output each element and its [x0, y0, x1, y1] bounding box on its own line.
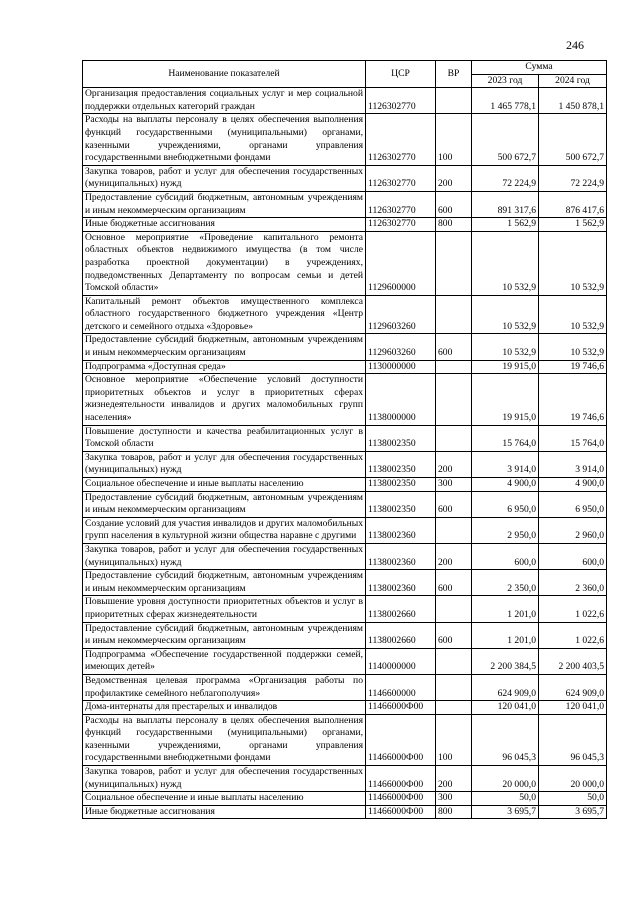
row-csr: 1138002350: [366, 425, 436, 451]
row-name: Закупка товаров, работ и услуг для обеспечения государственных (муниципальных) нужд: [83, 165, 366, 191]
row-csr: 1138002350: [366, 451, 436, 477]
row-sum-2023: 1 562,9: [472, 218, 539, 232]
table-row: [83, 360, 607, 374]
row-sum-2023: 1 201,0: [472, 622, 539, 648]
row-name: Предоставление субсидий бюджетным, автономным учреждениям и иным некоммерческим организациям: [83, 622, 366, 648]
table-row: [83, 648, 607, 674]
row-sum-2023: 10 532,9: [472, 231, 539, 295]
row-sum-2023: 20 000,0: [472, 766, 539, 792]
row-sum-2024: 19 746,6: [539, 360, 607, 374]
row-sum-2024: 10 532,9: [539, 231, 607, 295]
table-row: [83, 714, 607, 765]
row-sum-2024: 500 672,7: [539, 114, 607, 165]
row-sum-2023: 4 900,0: [472, 478, 539, 492]
row-sum-2024: 96 045,3: [539, 714, 607, 765]
row-csr: 1126302770: [366, 191, 436, 217]
row-csr: 1126302770: [366, 165, 436, 191]
table-row: [83, 191, 607, 217]
row-sum-2023: 3 695,7: [472, 805, 539, 819]
table-row: [83, 114, 607, 165]
table-row: [83, 517, 607, 543]
table-row: [83, 425, 607, 451]
row-vr: [436, 231, 472, 295]
row-csr: 1138002360: [366, 517, 436, 543]
row-sum-2024: 2 200 403,5: [539, 648, 607, 674]
table-row: [83, 334, 607, 360]
row-name: Организация предоставления социальных услуг и мер социальной поддержки отдельных категорий граждан: [83, 88, 366, 114]
row-name: Создание условий для участия инвалидов и других маломобильных групп населения в культурной жизни общества наравне с другими: [83, 517, 366, 543]
row-name: Предоставление субсидий бюджетным, автономным учреждениям и иным некоммерческим организациям: [83, 334, 366, 360]
row-sum-2023: 19 915,0: [472, 360, 539, 374]
row-vr: 100: [436, 714, 472, 765]
row-vr: 100: [436, 114, 472, 165]
row-sum-2024: 6 950,0: [539, 491, 607, 517]
row-vr: [436, 596, 472, 622]
row-name: Предоставление субсидий бюджетным, автономным учреждениям и иным некоммерческим организациям: [83, 570, 366, 596]
row-sum-2023: 2 950,0: [472, 517, 539, 543]
row-sum-2023: 600,0: [472, 543, 539, 569]
table-row: [83, 701, 607, 715]
row-sum-2024: 50,0: [539, 792, 607, 806]
row-csr: 1129603260: [366, 334, 436, 360]
row-name: Дома-интернаты для престарелых и инвалидов: [83, 701, 366, 715]
row-sum-2024: 1 562,9: [539, 218, 607, 232]
table-row: [83, 622, 607, 648]
row-name: Иные бюджетные ассигнования: [83, 218, 366, 232]
table-row: [83, 491, 607, 517]
row-sum-2023: 96 045,3: [472, 714, 539, 765]
row-vr: [436, 374, 472, 425]
row-csr: 1138000000: [366, 374, 436, 425]
row-sum-2023: 50,0: [472, 792, 539, 806]
table-row: [83, 596, 607, 622]
table-row: [83, 218, 607, 232]
table-row: [83, 295, 607, 334]
row-sum-2023: 3 914,0: [472, 451, 539, 477]
row-sum-2023: 500 672,7: [472, 114, 539, 165]
row-sum-2023: 10 532,9: [472, 295, 539, 334]
row-sum-2024: 3 914,0: [539, 451, 607, 477]
table-row: [83, 478, 607, 492]
row-csr: 1138002360: [366, 570, 436, 596]
table-header: [83, 61, 607, 88]
row-sum-2024: 4 900,0: [539, 478, 607, 492]
row-name: Социальное обеспечение и иные выплаты населению: [83, 478, 366, 492]
row-csr: 11466000Ф00: [366, 714, 436, 765]
row-csr: 1126302770: [366, 218, 436, 232]
table-row: [83, 165, 607, 191]
row-name: Закупка товаров, работ и услуг для обеспечения государственных (муниципальных) нужд: [83, 451, 366, 477]
row-vr: [436, 701, 472, 715]
budget-table: [82, 60, 607, 819]
row-vr: 600: [436, 491, 472, 517]
row-sum-2023: 120 041,0: [472, 701, 539, 715]
row-vr: 200: [436, 766, 472, 792]
row-name: Основное мероприятие «Обеспечение условий доступности приоритетных объектов и услуг в приоритетных сферах жизнедеятельности инвалидов и других маломобильных групп населения»: [83, 374, 366, 425]
row-csr: 1138002660: [366, 622, 436, 648]
row-vr: [436, 648, 472, 674]
header-year-2024: 2024 год: [539, 74, 607, 88]
row-csr: 11466000Ф00: [366, 805, 436, 819]
row-sum-2024: 10 532,9: [539, 334, 607, 360]
row-sum-2024: 120 041,0: [539, 701, 607, 715]
row-sum-2023: 1 201,0: [472, 596, 539, 622]
row-sum-2024: 1 450 878,1: [539, 88, 607, 114]
row-sum-2023: 2 350,0: [472, 570, 539, 596]
row-sum-2023: 2 200 384,5: [472, 648, 539, 674]
header-vr: ВР: [436, 61, 472, 88]
row-sum-2023: 1 465 778,1: [472, 88, 539, 114]
row-vr: 200: [436, 451, 472, 477]
row-vr: 200: [436, 165, 472, 191]
table-row: [83, 570, 607, 596]
row-sum-2023: 6 950,0: [472, 491, 539, 517]
row-name: Расходы на выплаты персоналу в целях обеспечения выполнения функций государственными (муниципальными) органами, казенными учреждениями, органами управления государственными внебюджетными фондами: [83, 714, 366, 765]
header-year-2023: 2023 год: [472, 74, 539, 88]
row-name: Капитальный ремонт объектов имущественного комплекса областного государственного бюджетного учреждения «Центр детского и семейного отдыха «Здоровье»: [83, 295, 366, 334]
row-csr: 11466000Ф00: [366, 701, 436, 715]
row-csr: 1138002660: [366, 596, 436, 622]
row-sum-2023: 19 915,0: [472, 374, 539, 425]
page-number: 246: [566, 38, 584, 52]
row-vr: 200: [436, 543, 472, 569]
row-csr: 11466000Ф00: [366, 766, 436, 792]
row-vr: 800: [436, 805, 472, 819]
row-csr: 1126302770: [366, 88, 436, 114]
row-sum-2023: 624 909,0: [472, 674, 539, 700]
row-name: Подпрограмма «Обеспечение государственной поддержки семей, имеющих детей»: [83, 648, 366, 674]
row-name: Подпрограмма «Доступная среда»: [83, 360, 366, 374]
row-csr: 1129603260: [366, 295, 436, 334]
row-name: Иные бюджетные ассигнования: [83, 805, 366, 819]
row-csr: 1129600000: [366, 231, 436, 295]
row-vr: [436, 517, 472, 543]
table-body: [83, 88, 607, 819]
row-name: Повышение доступности и качества реабилитационных услуг в Томской области: [83, 425, 366, 451]
row-vr: 300: [436, 478, 472, 492]
row-name: Закупка товаров, работ и услуг для обеспечения государственных (муниципальных) нужд: [83, 543, 366, 569]
table-row: [83, 766, 607, 792]
row-vr: 600: [436, 191, 472, 217]
row-csr: 1138002350: [366, 478, 436, 492]
row-sum-2023: 891 317,6: [472, 191, 539, 217]
row-csr: 1126302770: [366, 114, 436, 165]
row-csr: 1130000000: [366, 360, 436, 374]
row-vr: 300: [436, 792, 472, 806]
table-row: [83, 88, 607, 114]
row-sum-2024: 10 532,9: [539, 295, 607, 334]
table-row: [83, 543, 607, 569]
row-vr: 800: [436, 218, 472, 232]
row-name: Повышение уровня доступности приоритетных объектов и услуг в приоритетных сферах жизнедеятельности: [83, 596, 366, 622]
row-csr: 1146600000: [366, 674, 436, 700]
row-sum-2024: 600,0: [539, 543, 607, 569]
table-row: [83, 231, 607, 295]
table-row: [83, 805, 607, 819]
row-vr: [436, 295, 472, 334]
table-row: [83, 792, 607, 806]
row-sum-2023: 15 764,0: [472, 425, 539, 451]
header-name: Наименование показателей: [83, 61, 366, 88]
row-name: Закупка товаров, работ и услуг для обеспечения государственных (муниципальных) нужд: [83, 766, 366, 792]
row-sum-2023: 72 224,9: [472, 165, 539, 191]
row-sum-2024: 15 764,0: [539, 425, 607, 451]
row-sum-2024: 20 000,0: [539, 766, 607, 792]
row-vr: 600: [436, 622, 472, 648]
row-name: Основное мероприятие «Проведение капитального ремонта областных объектов недвижимого имущества (в том числе разработка проектной документации) в учреждениях, подведомственных Департаменту по вопросам семьи и детей Томской области»: [83, 231, 366, 295]
row-sum-2024: 624 909,0: [539, 674, 607, 700]
row-vr: [436, 674, 472, 700]
row-sum-2024: 876 417,6: [539, 191, 607, 217]
row-name: Ведомственная целевая программа «Организация работы по профилактике семейного неблагополучия»: [83, 674, 366, 700]
table-row: [83, 374, 607, 425]
row-name: Предоставление субсидий бюджетным, автономным учреждениям и иным некоммерческим организациям: [83, 491, 366, 517]
row-csr: 1138002350: [366, 491, 436, 517]
row-sum-2024: 19 746,6: [539, 374, 607, 425]
row-sum-2024: 1 022,6: [539, 596, 607, 622]
header-csr: ЦСР: [366, 61, 436, 88]
row-sum-2024: 2 360,0: [539, 570, 607, 596]
row-sum-2024: 2 960,0: [539, 517, 607, 543]
table-row: [83, 451, 607, 477]
row-csr: 11466000Ф00: [366, 792, 436, 806]
row-vr: [436, 88, 472, 114]
row-vr: [436, 425, 472, 451]
row-vr: 600: [436, 334, 472, 360]
row-sum-2024: 1 022,6: [539, 622, 607, 648]
row-name: Расходы на выплаты персоналу в целях обеспечения выполнения функций государственными (муниципальными) органами, казенными учреждениями, органами управления государственными внебюджетными фондами: [83, 114, 366, 165]
row-vr: 600: [436, 570, 472, 596]
row-vr: [436, 360, 472, 374]
row-csr: 1140000000: [366, 648, 436, 674]
row-sum-2023: 10 532,9: [472, 334, 539, 360]
row-name: Социальное обеспечение и иные выплаты населению: [83, 792, 366, 806]
row-sum-2024: 3 695,7: [539, 805, 607, 819]
row-sum-2024: 72 224,9: [539, 165, 607, 191]
table-row: [83, 674, 607, 700]
header-sum: Сумма: [472, 61, 607, 75]
row-csr: 1138002360: [366, 543, 436, 569]
row-name: Предоставление субсидий бюджетным, автономным учреждениям и иным некоммерческим организациям: [83, 191, 366, 217]
